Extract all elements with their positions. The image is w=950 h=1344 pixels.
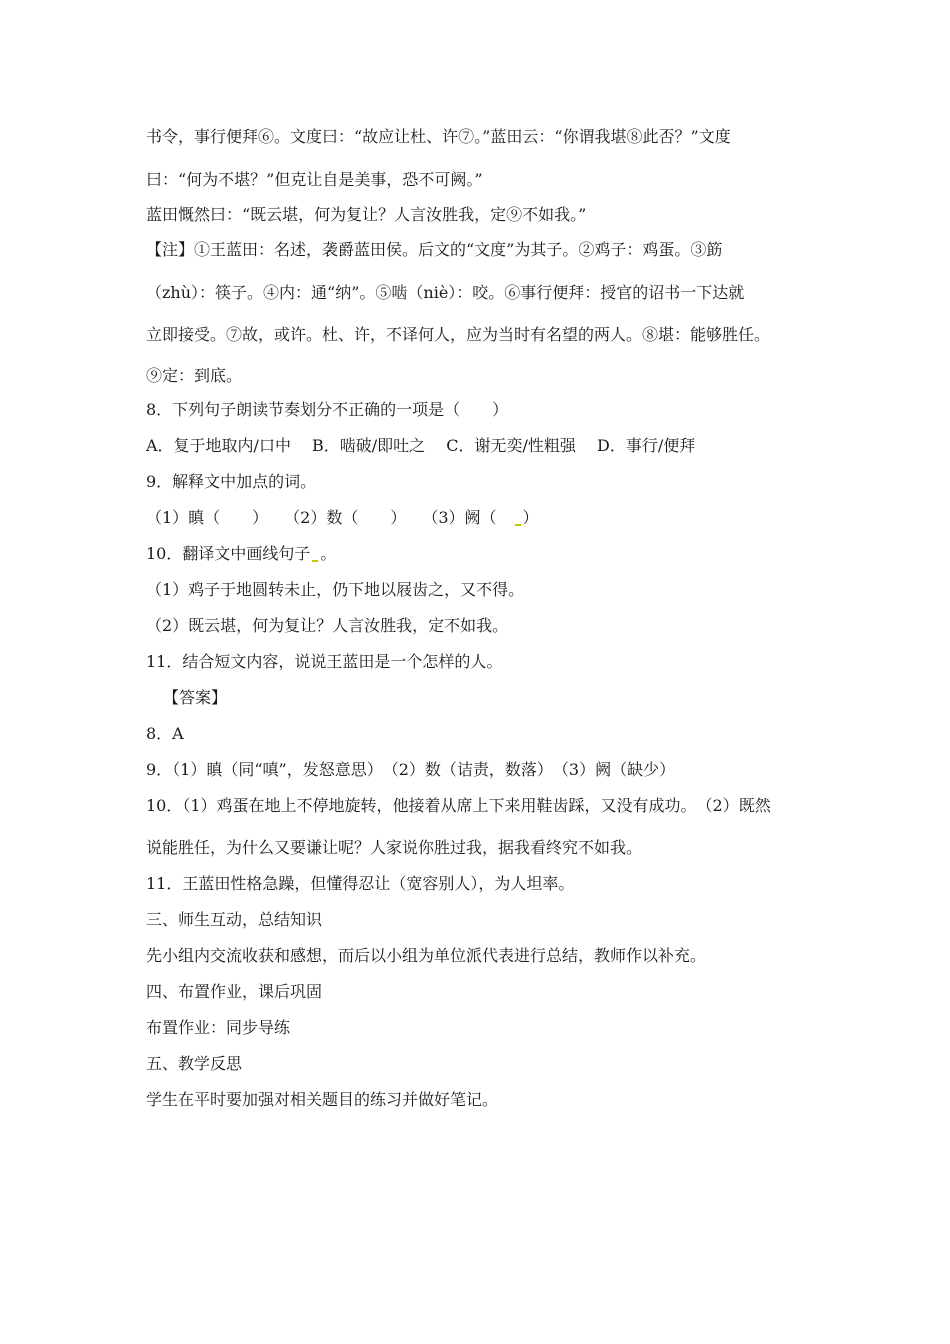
highlight-mark (312, 560, 318, 562)
section-4-title: 四、布置作业，课后巩固 (146, 982, 323, 1001)
section-5-body: 学生在平时要加强对相关题目的练习并做好笔记。 (146, 1090, 499, 1109)
passage-line-1: 书令，事行便拜⑥。文度曰：“故应让杜、许⑦。”蓝田云：“你谓我堪⑧此否？”文度 (146, 127, 731, 146)
section-3-body: 先小组内交流收获和感想，而后以小组为单位派代表进行总结，教师作以补充。 (146, 946, 707, 965)
question-9-parts-text: （1）瞋（ ） （2）数（ ） （3）阙（ (146, 508, 513, 527)
question-8-options: A．复于地取内/口中 B．啮破/即吐之 C．谢无奕/性粗强 D．事行/便拜 (146, 436, 696, 455)
answer-10-line-1: 10．（1）鸡蛋在地上不停地旋转，他接着从席上下来用鞋齿踩，又没有成功。 （2）既然 (146, 796, 771, 815)
question-9: 9．解释文中加点的词。 (146, 472, 317, 491)
highlight-mark (515, 524, 521, 526)
answer-9: 9．（1）瞋（同“嗔”，发怒意思） （2）数（诘责，数落） （3）阙（缺少） (146, 760, 676, 779)
section-5-title: 五、教学反思 (146, 1054, 243, 1073)
question-8: 8．下列句子朗读节奏划分不正确的一项是（ ） (146, 400, 509, 419)
answers-heading: 【答案】 (163, 688, 228, 707)
answer-10-line-2: 说能胜任，为什么又要谦让呢？人家说你胜过我，据我看终究不如我。 (146, 838, 643, 857)
question-10-1: （1）鸡子于地圆转未止，仍下地以屐齿之，又不得。 (146, 580, 525, 599)
note-line-4: ⑨定：到底。 (146, 366, 243, 385)
question-10-2: （2）既云堪，何为复让？人言汝胜我，定不如我。 (146, 616, 509, 635)
note-line-3: 立即接受。⑦故，或许。杜、许，不译何人，应为当时有名望的两人。⑧堪：能够胜任。 (146, 325, 771, 344)
note-line-2: （zhù）：筷子。④内：通“纳”。⑤啮（niè）：咬。⑥事行便拜：授官的诏书一下达就 (146, 283, 745, 302)
question-9-parts (146, 508, 539, 528)
question-10-end: 。 (320, 544, 337, 563)
answer-8: 8．A (146, 724, 184, 743)
question-10-text: 10．翻译文中画线句子 (146, 544, 311, 563)
note-line-1: 【注】①王蓝田：名述，袭爵蓝田侯。后文的“文度”为其子。②鸡子：鸡蛋。③筯 (146, 240, 723, 259)
question-9-parts-close: ） (522, 508, 539, 527)
answer-11: 11．王蓝田性格急躁，但懂得忍让（宽容别人），为人坦率。 (146, 874, 575, 893)
question-11: 11．结合短文内容，说说王蓝田是一个怎样的人。 (146, 652, 503, 671)
section-4-body: 布置作业：同步导练 (146, 1018, 291, 1037)
question-10 (146, 544, 336, 564)
section-3-title: 三、师生互动，总结知识 (146, 910, 323, 929)
passage-line-3: 蓝田慨然曰：“既云堪，何为复让？人言汝胜我，定⑨不如我。” (146, 205, 587, 224)
passage-line-2: 曰：“何为不堪？”但克让自是美事，恐不可阙。” (146, 170, 483, 189)
